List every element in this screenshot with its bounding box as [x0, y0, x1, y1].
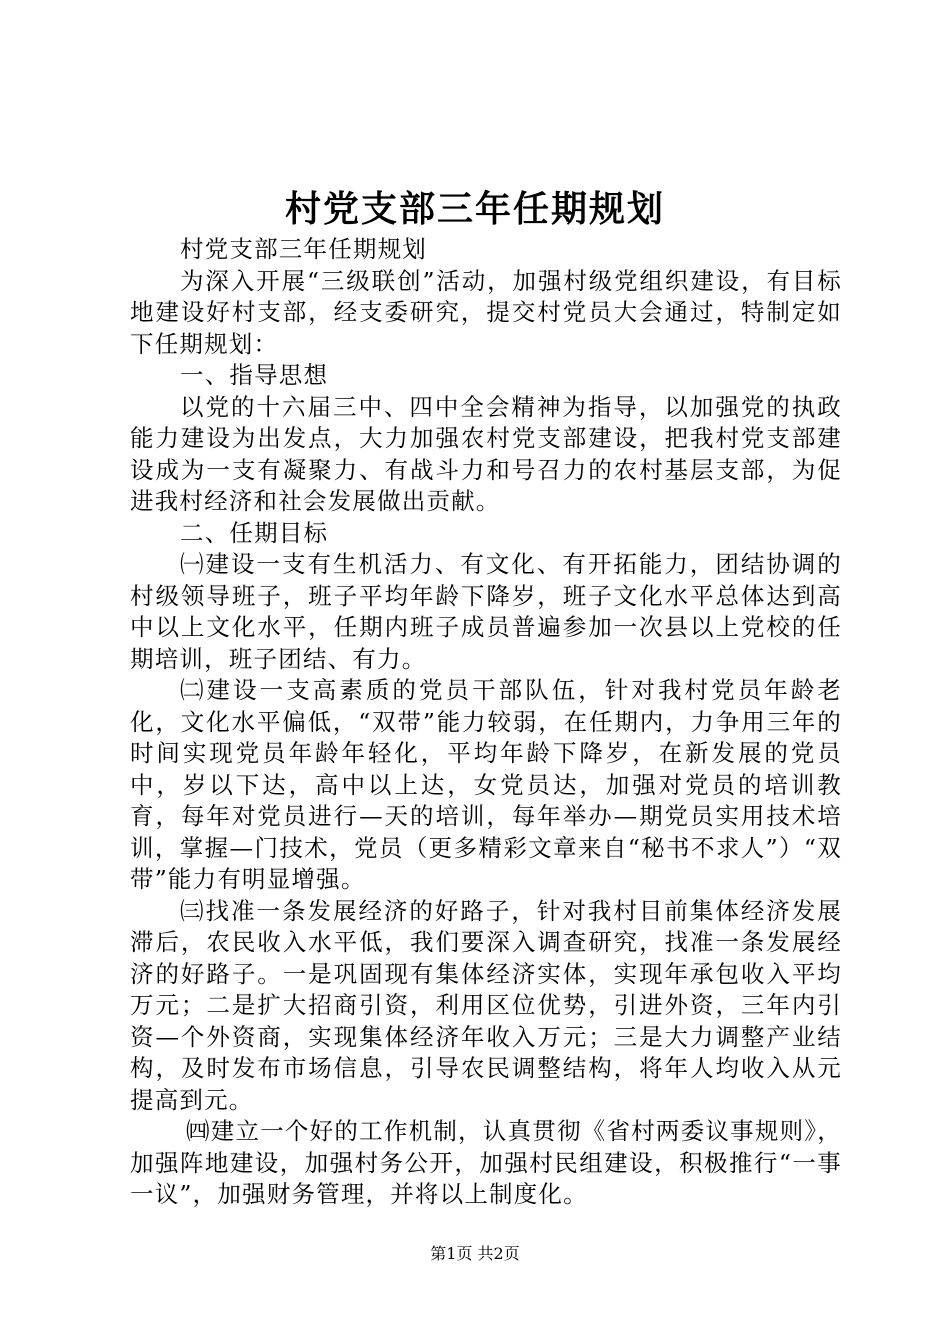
paragraph-goal-4: ㈣建立一个好的工作机制，认真贯彻《省村两委议事规则》，加强阵地建设，加强村务公开，加强村民组建设，积极推行“一事一议”，加强财务管理，并将以上制度化。	[130, 1117, 842, 1208]
document-title: 村党支部三年任期规划	[284, 188, 665, 230]
paragraph-subtitle: 村党支部三年任期规划	[180, 235, 427, 263]
section-heading-goals: 二、任期目标	[180, 518, 329, 547]
page-footer: 第1页 共2页	[430, 1244, 520, 1263]
section-heading-guiding-thought: 一、指导思想	[180, 361, 329, 389]
paragraph-goal-3: ㈢找准一条发展经济的好路子，针对我村目前集体经济发展滞后，农民收入水平低，我们要深入调查研究，找准一条发展经济的好路子。一是巩固现有集体经济实体，实现年承包收入平均万元；二是扩大招商引资，利用区位优势，引进外资，三年内引资—个外资商，实现集体经济年收入万元；三是大力调整产业结构，及时发布市场信息，引导农民调整结构，将年人均收入从元提高到元。	[130, 896, 842, 1114]
paragraph-guiding-thought: 以党的十六届三中、四中全会精神为指导，以加强党的执政能力建设为出发点，大力加强农村党支部建设，把我村党支部建设成为一支有凝聚力、有战斗力和号召力的农村基层支部，为促进我村经济和社会发展做出贡献。	[130, 392, 842, 515]
document-body	[130, 234, 842, 1211]
paragraph-intro: 为深入开展“三级联创”活动，加强村级党组织建设，有目标地建设好村支部，经支委研究，提交村党员大会通过，特制定如下任期规划：	[130, 266, 842, 358]
paragraph-goal-1: ㈠建设一支有生机活力、有文化、有开拓能力，团结协调的村级领导班子，班子平均年龄下降岁，班子文化水平总体达到高中以上文化水平，任期内班子成员普遍参加一次县以上党校的任期培训，班子团结、有力。	[130, 550, 842, 673]
paragraph-goal-2: ㈡建设一支高素质的党员干部队伍，针对我村党员年龄老化，文化水平偏低，“双带”能力较弱，在任期内，力争用三年的时间实现党员年龄年轻化，平均年龄下降岁，在新发展的党员中，岁以下达，高中以上达，女党员达，加强对党员的培训教育，每年对党员进行—天的培训，每年举办—期党员实用技术培训，掌握—门技术，党员（更多精彩文章来自“秘书不求人”）“双带”能力有明显增强。	[130, 676, 842, 893]
